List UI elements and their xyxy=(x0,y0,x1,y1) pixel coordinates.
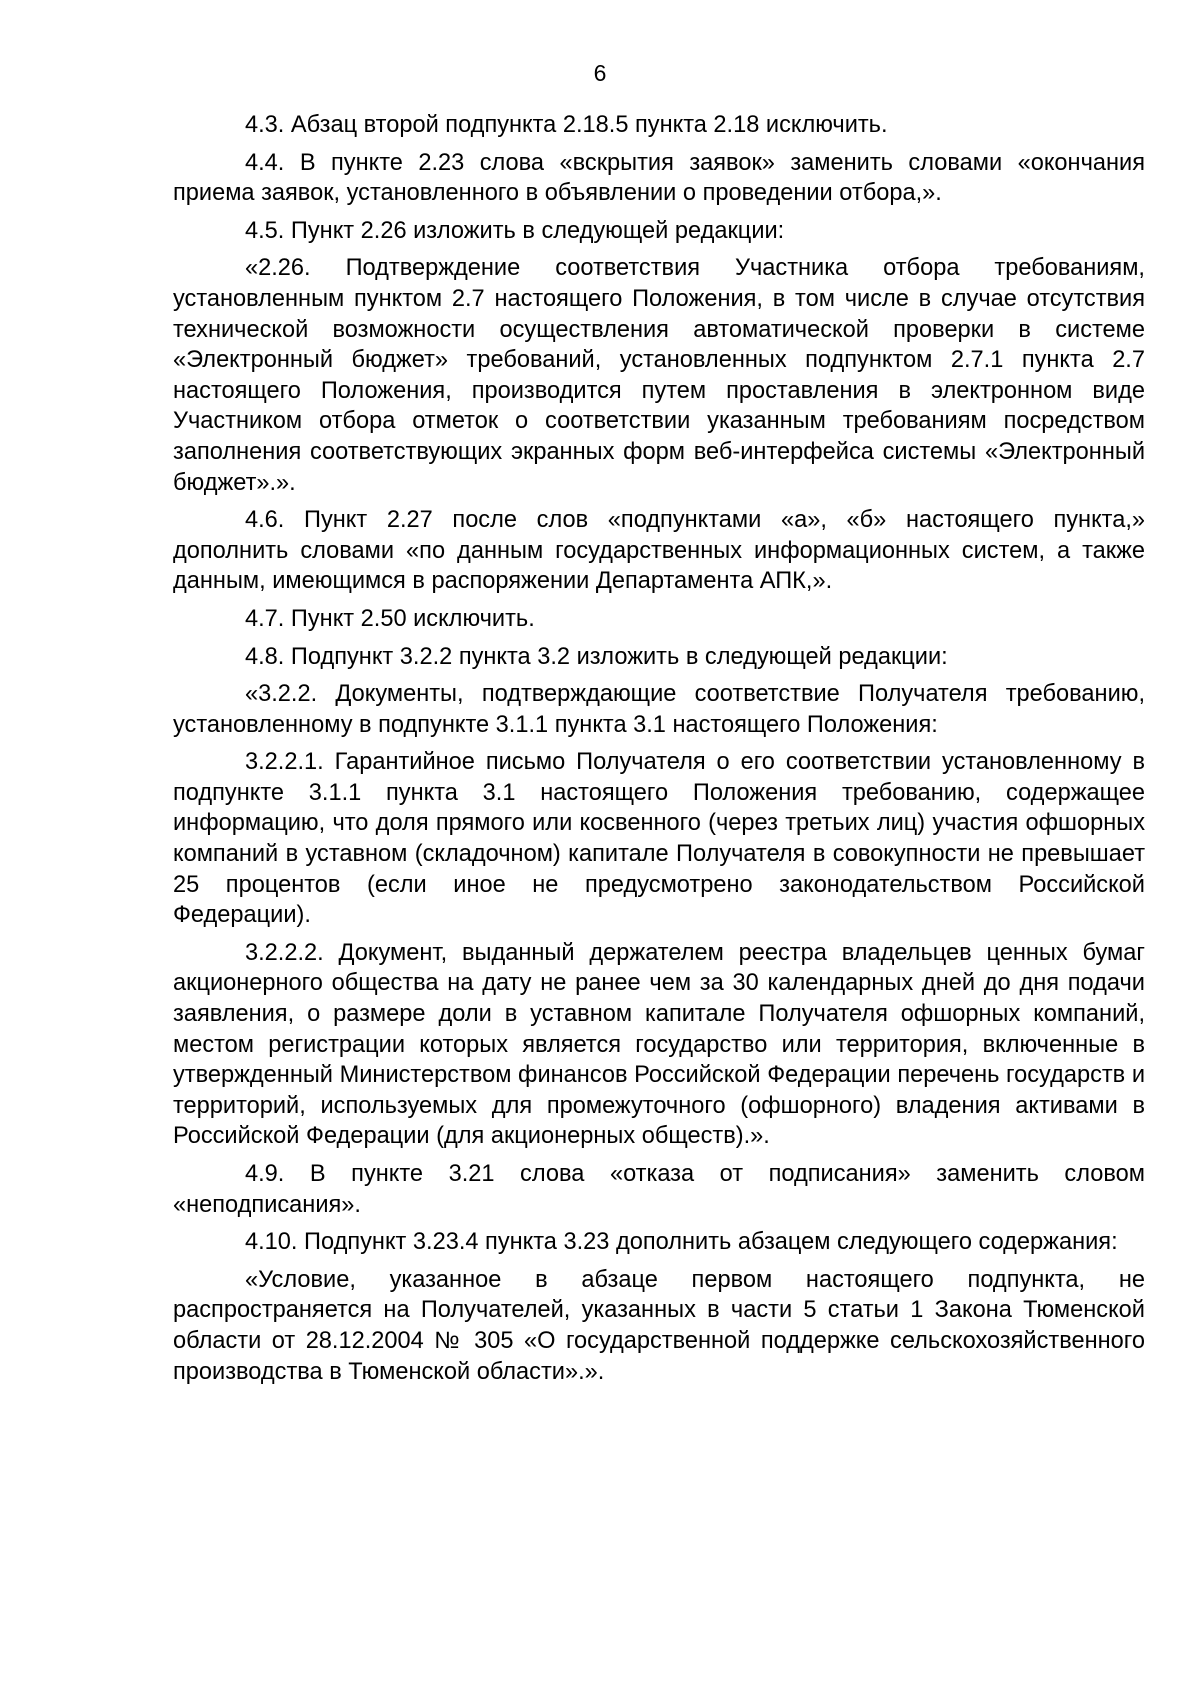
paragraph-4-4: 4.4. В пункте 2.23 слова «вскрытия заявок» заменить словами «окончания приема заявок, установленного в объявлении о проведении отбора,». xyxy=(173,149,1145,207)
paragraph-3-2-2-2: 3.2.2.2. Документ, выданный держателем реестра владельцев ценных бумаг акционерного общества на дату не ранее чем за 30 календарных дней до дня подачи заявления, о размере доли в уставном капитале Получателя офшорных компаний, местом регистрации которых является государство или территория, включенные в утвержденный Министерством финансов Российской Федерации перечень государств и территорий, используемых для промежуточного (офшорного) владения активами в Российской Федерации (для акционерных обществ).». xyxy=(173,939,1145,1150)
paragraph-3-2-2-1: 3.2.2.1. Гарантийное письмо Получателя о его соответствии установленному в подпункте 3.1.1 пункта 3.1 настоящего Положения требованию, содержащее информацию, что доля прямого или косвенного (через третьих лиц) участия офшорных компаний в уставном (складочном) капитале Получателя в совокупности не превышает 25 процентов (если иное не предусмотрено законодательством Российской Федерации). xyxy=(173,749,1145,929)
paragraph-3-2-2-quote: «3.2.2. Документы, подтверждающие соответствие Получателя требованию, установленному в подпункте 3.1.1 пункта 3.1 настоящего Положения: xyxy=(173,681,1145,738)
paragraph-4-6: 4.6. Пункт 2.27 после слов «подпунктами «а», «б» настоящего пункта,» дополнить словами «по данным государственных информационных систем, а также данным, имеющимся в распоряжении Департамента АПК,». xyxy=(173,507,1145,595)
paragraph-4-9: 4.9. В пункте 3.21 слова «отказа от подписания» заменить словом «неподписания». xyxy=(173,1161,1145,1218)
paragraph-4-10: 4.10. Подпункт 3.23.4 пункта 3.23 дополнить абзацем следующего содержания: xyxy=(245,1229,1118,1256)
paragraph-2-26-quote: «2.26. Подтверждение соответствия Участника отбора требованиям, установленным пунктом 2.7 настоящего Положения, в том числе в случае отсутствия технической возможности осуществления автоматической проверки в системе «Электронный бюджет» требований, установленных подпунктом 2.7.1 пункта 2.7 настоящего Положения, производится путем проставления в электронном виде Участником отбора отметок о соответствии указанным требованиям посредством заполнения соответствующих экранных форм веб-интерфейса системы «Электронный бюджет».». xyxy=(173,255,1145,496)
page-number: 6 xyxy=(593,60,607,86)
paragraph-4-5: 4.5. Пункт 2.26 изложить в следующей редакции: xyxy=(245,217,785,244)
paragraph-condition-quote: «Условие, указанное в абзаце первом настоящего подпункта, не распространяется на Получателей, указанных в части 5 статьи 1 Закона Тюменской области от 28.12.2004 № 305 «О государственной поддержке сельскохозяйственного производства в Тюменской области».». xyxy=(173,1266,1145,1385)
paragraph-4-8: 4.8. Подпункт 3.2.2 пункта 3.2 изложить в следующей редакции: xyxy=(245,643,948,670)
document-body xyxy=(173,110,1145,1394)
paragraph-4-3: 4.3. Абзац второй подпункта 2.18.5 пункта 2.18 исключить. xyxy=(245,112,888,138)
paragraph-4-7: 4.7. Пункт 2.50 исключить. xyxy=(245,605,535,632)
